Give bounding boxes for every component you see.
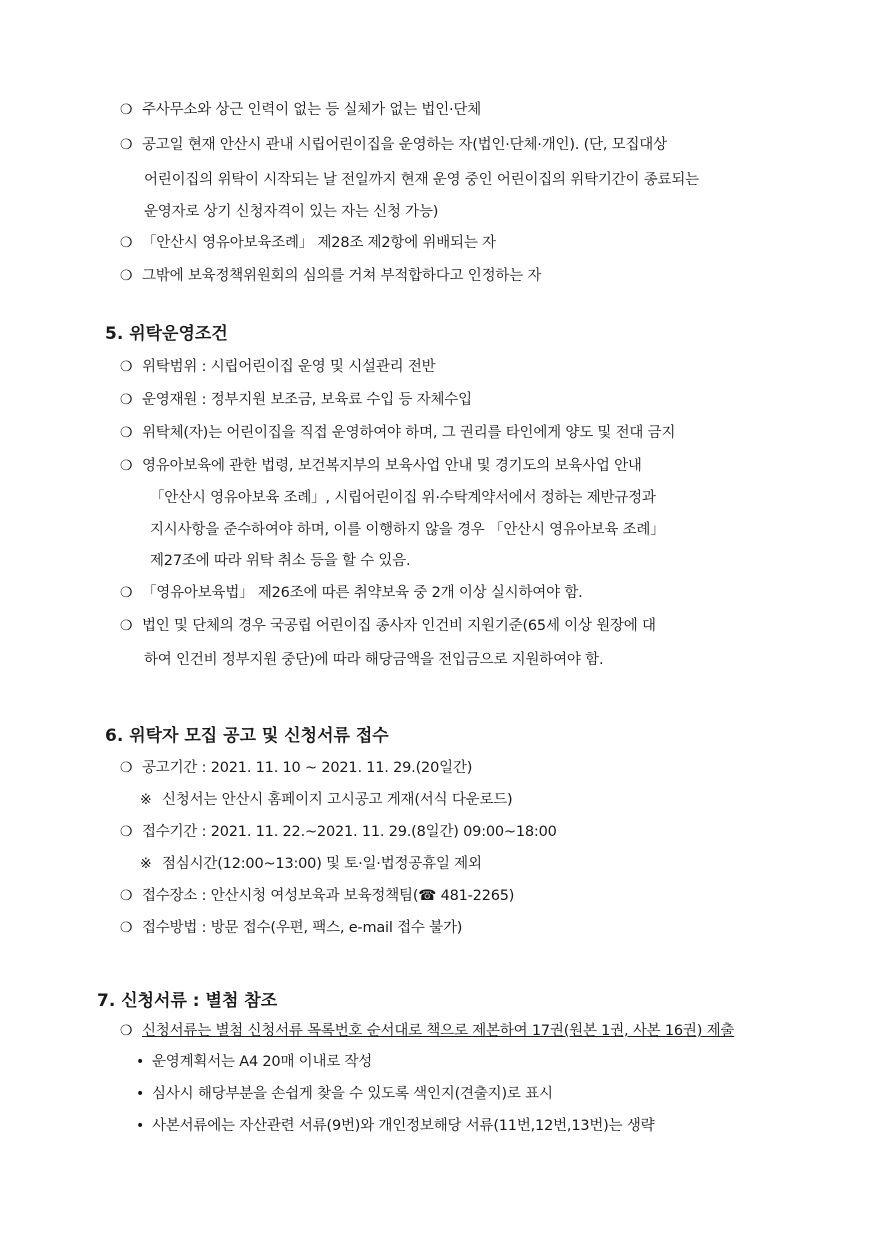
condition-labor-cost-cont: 하여 인건비 정부지원 중단)에 따라 해당금액을 전입금으로 지원하여야 함. xyxy=(144,652,604,668)
documents-index-tabs: • 심사시 해당부분을 손쉽게 찾을 수 있도록 색인지(견출지)로 표시 xyxy=(136,1086,553,1102)
circle-bullet-icon: ❍ xyxy=(120,268,133,284)
reception-method: ❍ 접수방법 : 방문 접수(우편, 팩스, e-mail 접수 불가) xyxy=(120,920,463,936)
notice-period: ❍ 공고기간 : 2021. 11. 10 ~ 2021. 11. 29.(20일간) xyxy=(120,760,473,776)
circle-bullet-icon: ❍ xyxy=(120,618,133,634)
circle-bullet-icon: ❍ xyxy=(120,392,133,408)
condition-compliance-cont-2: 지시사항을 준수하여야 하며, 이를 이행하지 않을 경우 「안산시 영유아보육 조례」 xyxy=(150,522,665,538)
documents-submission: ❍ 신청서류는 별첨 신청서류 목록번호 순서대로 책으로 제본하여 17권(원본 1권, 사본 16권) 제출 xyxy=(120,1023,735,1039)
condition-labor-cost: ❍ 법인 및 단체의 경우 국공립 어린이집 종사자 인건비 지원기준(65세 이상 원장에 대 xyxy=(120,618,656,634)
condition-compliance-cont-3: 제27조에 따라 위탁 취소 등을 할 수 있음. xyxy=(150,553,411,569)
condition-direct-operation: ❍ 위탁체(자)는 어린이집을 직접 운영하여야 하며, 그 권리를 타인에게 양도 및 전대 금지 xyxy=(120,425,676,441)
condition-compliance: ❍ 영유아보육에 관한 법령, 보건복지부의 보육사업 안내 및 경기도의 보육사업 안내 xyxy=(120,458,642,474)
circle-bullet-icon: ❍ xyxy=(120,585,133,601)
circle-bullet-icon: ❍ xyxy=(120,359,133,375)
circle-bullet-icon: ❍ xyxy=(120,425,133,441)
documents-copy-omission: • 사본서류에는 자산관련 서류(9번)와 개인정보해당 서류(11번,12번,13번)는 생략 xyxy=(136,1118,655,1134)
criteria-item-3: ❍ 「안산시 영유아보육조례」 제28조 제2항에 위배되는 자 xyxy=(120,235,496,251)
circle-bullet-icon: ❍ xyxy=(120,102,133,118)
condition-funding: ❍ 운영재원 : 정부지원 보조금, 보육료 수입 등 자체수입 xyxy=(120,392,472,408)
section-6-heading: 6. 위탁자 모집 공고 및 신청서류 접수 xyxy=(105,726,389,746)
condition-vulnerable-care: ❍ 「영유아보육법」 제26조에 따른 취약보육 중 2개 이상 실시하여야 함. xyxy=(120,585,583,601)
reference-mark-icon: ※ xyxy=(140,856,152,872)
circle-bullet-icon: ❍ xyxy=(120,760,133,776)
circle-bullet-icon: ❍ xyxy=(120,888,133,904)
dot-bullet-icon: • xyxy=(136,1118,145,1134)
section-5-heading: 5. 위탁운영조건 xyxy=(105,324,228,344)
circle-bullet-icon: ❍ xyxy=(120,1023,133,1039)
section-7-heading: 7. 신청서류 : 별첨 참조 xyxy=(97,991,278,1011)
circle-bullet-icon: ❍ xyxy=(120,235,133,251)
dot-bullet-icon: • xyxy=(136,1054,145,1070)
criteria-item-2-cont-2: 운영자로 상기 신청자격이 있는 자는 신청 가능) xyxy=(144,204,439,220)
reception-exclusion-note: ※ 점심시간(12:00~13:00) 및 토·일·법정공휴일 제외 xyxy=(140,856,482,872)
reception-period: ❍ 접수기간 : 2021. 11. 22.~2021. 11. 29.(8일간) 09:00~18:00 xyxy=(120,824,557,840)
criteria-item-2-cont-1: 어린이집의 위탁이 시작되는 날 전일까지 현재 운영 중인 어린이집의 위탁기간이 종료되는 xyxy=(144,172,699,188)
notice-download-note: ※ 신청서는 안산시 홈페이지 고시공고 게재(서식 다운로드) xyxy=(140,792,513,808)
documents-plan-limit: • 운영계획서는 A4 20매 이내로 작성 xyxy=(136,1054,373,1070)
circle-bullet-icon: ❍ xyxy=(120,458,133,474)
circle-bullet-icon: ❍ xyxy=(120,920,133,936)
dot-bullet-icon: • xyxy=(136,1086,145,1102)
reception-place: ❍ 접수장소 : 안산시청 여성보육과 보육정책팀(☎ 481-2265) xyxy=(120,888,515,904)
condition-scope: ❍ 위탁범위 : 시립어린이집 운영 및 시설관리 전반 xyxy=(120,359,436,375)
criteria-item-4: ❍ 그밖에 보육정책위원회의 심의를 거쳐 부적합하다고 인정하는 자 xyxy=(120,268,542,284)
criteria-item-1: ❍ 주사무소와 상근 인력이 없는 등 실체가 없는 법인·단체 xyxy=(120,102,482,118)
circle-bullet-icon: ❍ xyxy=(120,824,133,840)
criteria-item-2: ❍ 공고일 현재 안산시 관내 시립어린이집을 운영하는 자(법인·단체·개인). (단, 모집대상 xyxy=(120,137,667,153)
circle-bullet-icon: ❍ xyxy=(120,137,133,153)
reference-mark-icon: ※ xyxy=(140,792,152,808)
condition-compliance-cont-1: 「안산시 영유아보육 조례」, 시립어린이집 위·수탁계약서에서 정하는 제반규정과 xyxy=(150,490,656,506)
